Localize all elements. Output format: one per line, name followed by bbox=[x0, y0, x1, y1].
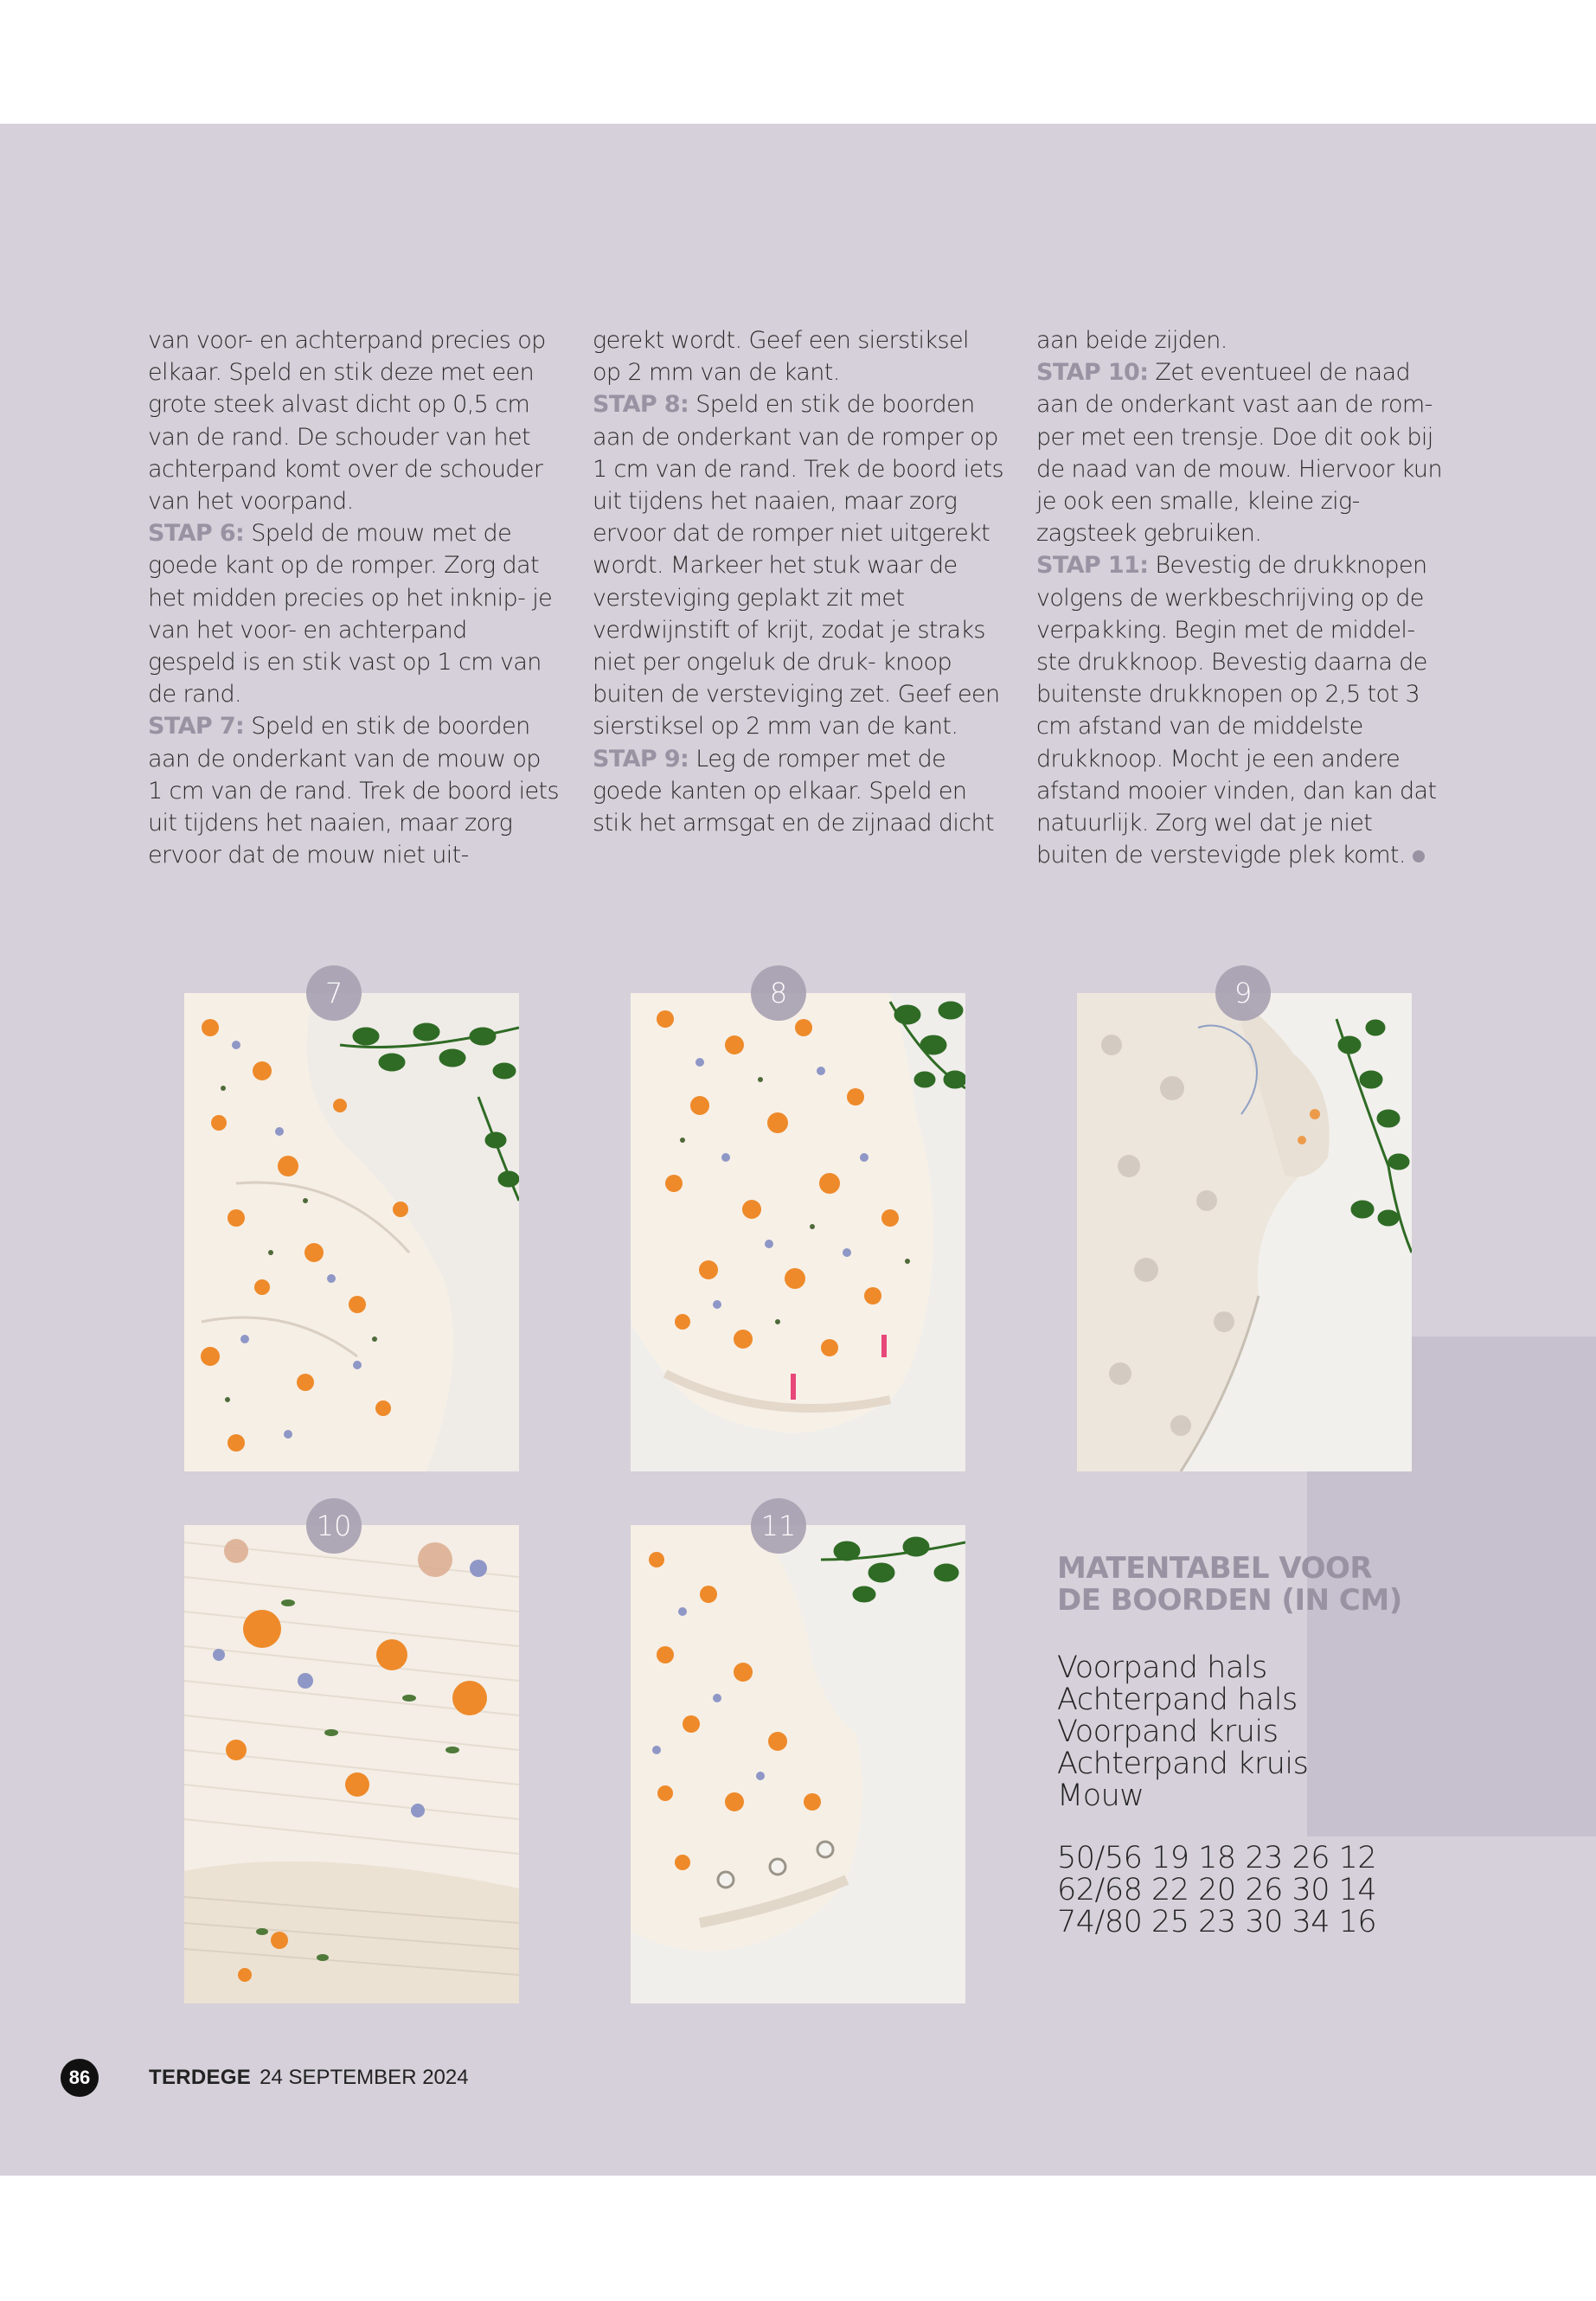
text-column-2 bbox=[593, 324, 1003, 839]
page-number: 86 bbox=[61, 2059, 99, 2097]
paragraph-step-7: STAP 7: Speld en stik de boorden aan de onderkant van de mouw op 1 cm van de rand. Trek de boord iets uit tijdens het naaien, maar zorg ervoor dat de mouw niet uit- bbox=[148, 713, 559, 869]
paragraph-step-8: STAP 8: Speld en stik de boorden aan de onderkant van de romper op 1 cm van de rand. Trek de boord iets uit tijdens het naaien, maar zorg ervoor dat de romper niet uitgerekt wordt. Markeer het stuk waar de versteviging geplakt zit met verdwijnstift of krijt, zodat je straks niet per ongeluk de druk- knoop buiten de versteviging zet. Geef een sierstiksel op 2 mm van de kant. bbox=[593, 391, 1003, 740]
end-mark-icon bbox=[1413, 850, 1425, 862]
photo-romper-bottom bbox=[631, 993, 965, 1471]
paragraph-step-6: STAP 6: Speld de mouw met de goede kant op de romper. Zorg dat het midden precies op het inknip- je van het voor- en achterpand gespeld is en stik vast op 1 cm van de rand. bbox=[148, 520, 553, 708]
photo-badge-8: 8 bbox=[751, 965, 806, 1021]
size-label: Voorpand hals bbox=[1057, 1650, 1267, 1685]
size-row: 74/80 25 23 30 34 16 bbox=[1057, 1905, 1377, 1939]
photo-romper-side-seam bbox=[1077, 993, 1412, 1471]
size-table-title-line: DE BOORDEN (IN CM) bbox=[1057, 1583, 1402, 1618]
size-row: 50/56 19 18 23 26 12 bbox=[1057, 1841, 1377, 1875]
photo-step-10 bbox=[184, 1525, 519, 2003]
page-footer bbox=[61, 2059, 469, 2097]
paragraph: aan beide zijden. bbox=[1036, 327, 1227, 354]
size-label: Achterpand kruis bbox=[1057, 1747, 1309, 1781]
step-label: STAP 8: bbox=[593, 391, 689, 419]
text-column-3 bbox=[1036, 324, 1447, 871]
photo-badge-7: 7 bbox=[306, 965, 362, 1021]
text-column-1 bbox=[148, 324, 559, 871]
size-row: 62/68 22 20 26 30 14 bbox=[1057, 1873, 1377, 1907]
photo-badge-10: 10 bbox=[306, 1498, 362, 1554]
step-label: STAP 11: bbox=[1036, 552, 1149, 580]
size-label: Voorpand kruis bbox=[1057, 1715, 1279, 1749]
size-label: Mouw bbox=[1057, 1779, 1144, 1813]
paragraph-step-9: STAP 9: Leg de romper met de goede kanten op elkaar. Speld en stik het armsgat en de zijnaad dicht bbox=[593, 745, 995, 837]
photo-seam-closeup bbox=[184, 1525, 519, 2003]
size-table-title-line: MATENTABEL VOOR bbox=[1057, 1551, 1373, 1586]
photo-step-9 bbox=[1077, 993, 1412, 1471]
photo-badge-11: 11 bbox=[751, 1498, 806, 1554]
photo-romper-sleeve bbox=[184, 993, 519, 1471]
step-label: STAP 6: bbox=[148, 520, 245, 548]
paragraph-step-11: STAP 11: Bevestig de drukknopen volgens de werkbeschrijving op de verpakking. Begin met de middel- ste drukknoop. Bevestig daarna de buitenste drukknopen op 2,5 tot 3 cm afstand van de middelste drukknoop. Mocht je een andere afstand mooier vinden, dan kan dat natuurlijk. Zorg wel dat je niet buiten de verstevigde plek komt. bbox=[1036, 552, 1437, 869]
issue-date: 24 SEPTEMBER 2024 bbox=[260, 2066, 469, 2089]
step-label: STAP 9: bbox=[593, 745, 689, 772]
magazine-name: TERDEGE bbox=[149, 2066, 252, 2089]
size-table-title bbox=[1057, 1553, 1455, 1617]
photo-step-7 bbox=[184, 993, 519, 1471]
step-label: STAP 10: bbox=[1036, 359, 1149, 387]
photo-snap-buttons bbox=[631, 1525, 965, 2003]
paragraph-step-10: STAP 10: Zet eventueel de naad aan de onderkant vast aan de rom- per met een trensje. Doe dit ook bij de naad van de mouw. Hiervoor kun je ook een smalle, kleine zig- zagsteek gebruiken. bbox=[1036, 359, 1442, 548]
paragraph: gerekt wordt. Geef een sierstiksel op 2 mm van de kant. bbox=[593, 327, 969, 387]
size-table-labels bbox=[1057, 1652, 1490, 1812]
paragraph: van voor- en achterpand precies op elkaar. Speld en stik deze met een grote steek alvast dicht op 0,5 cm van de rand. De schouder van het achterpand komt over de schouder van het voorpand. bbox=[148, 327, 546, 516]
size-label: Achterpand hals bbox=[1057, 1682, 1298, 1717]
step-label: STAP 7: bbox=[148, 713, 245, 740]
photo-badge-9: 9 bbox=[1215, 965, 1271, 1021]
photo-step-11 bbox=[631, 1525, 965, 2003]
size-table-rows bbox=[1057, 1843, 1490, 1939]
photo-step-8 bbox=[631, 993, 965, 1471]
